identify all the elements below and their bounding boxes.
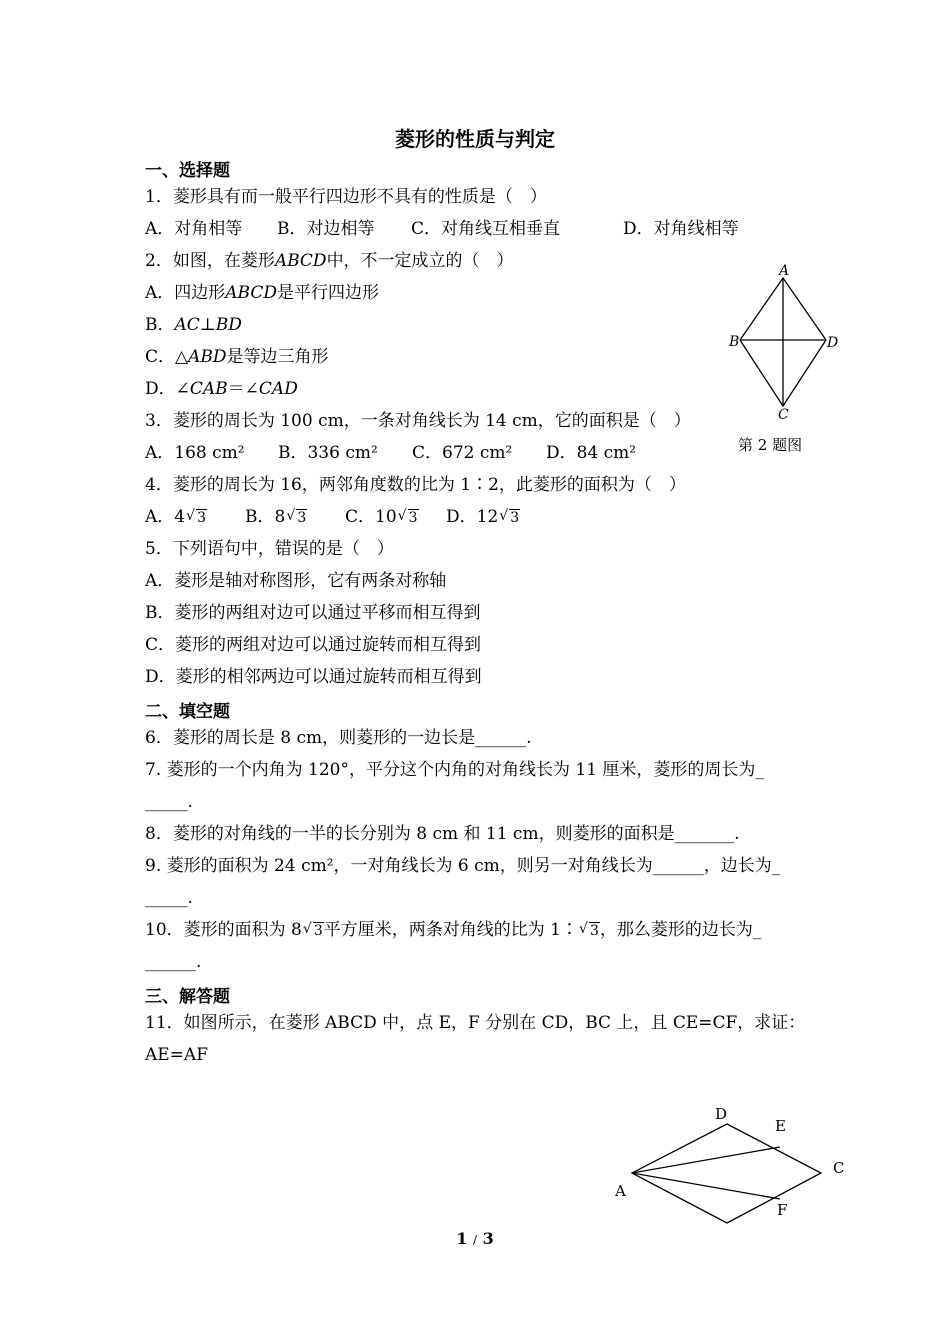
q1-option-d: D．对角线相等 [623,219,739,239]
q4-d-radicand: 3 [510,510,520,526]
q11-label-e: E [775,1117,786,1135]
q10-line1 [145,919,761,942]
q6: 6．菱形的周长是 8 cm，则菱形的一边长是______. [145,728,532,748]
q4-d-sqrt [500,506,520,529]
q2-stem-pre: 2．如图，在菱形 [145,251,275,271]
q1-option-c: C．对角线互相垂直 [411,219,561,239]
q9-line1: 9. 菱形的面积为 24 cm²，一对角线长为 6 cm，则另一对角线长为______，边长为_ [145,856,781,876]
q4-b-sqrt [287,506,307,529]
q2-a-var: ABCD [225,283,278,303]
q2-b-var2: BD [215,315,242,335]
q11-line1: 11．如图所示，在菱形 ABCD 中，点 E，F 分别在 CD，BC 上，且 CE=CF，求证： [145,1013,806,1033]
q2-option-a [145,282,379,304]
q1-option-a: A．对角相等 [145,219,243,239]
q2-stem-var: ABCD [274,251,327,271]
q5-option-a: A．菱形是轴对称图形，它有两条对称轴 [145,571,447,591]
q4-a-text: A．4 [145,507,186,527]
q2-label-a: A [779,263,790,279]
q2-b-pre: B． [145,315,175,335]
q2-option-d [145,378,298,400]
page-current: 1 [456,1229,468,1248]
q10-mid: 平方厘米，两条对角线的比为 1∶ [323,920,579,940]
q4-option-a [145,506,245,529]
q2-rhombus-figure [725,258,845,428]
q4-a-radicand: 3 [197,510,207,526]
q3-options [145,442,636,464]
q2-label-c: C [778,407,789,423]
q2-b-op: ⊥ [199,315,216,335]
q3-option-a: A．168 cm² [145,443,245,463]
q11-label-c: C [833,1159,845,1177]
q2-c-pre: C．△ [145,347,189,367]
q2-b-var1: AC [174,315,200,335]
q11-label-f: F [777,1201,788,1219]
q10-radicand-1: 3 [313,923,323,939]
q10-radicand-2: 3 [590,923,599,939]
q1-stem: 1．菱形具有而一般平行四边形不具有的性质是（ ） [145,187,547,207]
q10-sqrt-1 [304,919,324,942]
q2-c-post: 是等边三角形 [226,347,329,367]
section-heading-choice: 一、选择题 [145,161,230,181]
q11-segment-af [632,1173,780,1199]
page-title: 菱形的性质与判定 [395,127,555,151]
q7-line2: _____. [145,792,193,812]
q1-options [145,218,739,240]
page-total: 3 [482,1229,494,1248]
q5-option-c: C．菱形的两组对边可以通过旋转而相互得到 [145,635,482,655]
page-separator: / [472,1233,478,1247]
q4-stem: 4．菱形的周长为 16，两邻角度数的比为 1∶2，此菱形的面积为（ ） [145,475,686,495]
q10-post: ，那么菱形的边长为_ [599,920,762,940]
q4-b-radicand: 3 [297,510,307,526]
q2-label-d: D [827,335,839,351]
q4-b-text: B．8 [245,507,286,527]
q5-option-d: D．菱形的相邻两边可以通过旋转而相互得到 [145,667,482,687]
q8: 8．菱形的对角线的一半的长分别为 8 cm 和 11 cm，则菱形的面积是_______. [145,824,740,844]
q2-d-var2: CAD [258,379,298,399]
q4-option-b [245,506,345,529]
section-heading-fill: 二、填空题 [145,702,230,722]
q4-d-text: D．12 [446,507,499,527]
q2-stem [145,250,514,272]
q2-d-pre: D．∠ [145,379,190,399]
q2-a-pre: A．四边形 [145,283,226,303]
q2-d-var1: CAB [189,379,228,399]
q2-label-b: B [729,334,740,350]
q11-label-a: A [615,1182,626,1200]
q7-line1: 7. 菱形的一个内角为 120°，平分这个内角的对角线长为 11 厘米，菱形的周长为_ [145,760,764,780]
q3-option-b: B．336 cm² [278,443,378,463]
q9-line2: _____. [145,888,193,908]
q3-option-d: D．84 cm² [546,443,637,463]
q4-option-c [345,506,446,529]
page-number [0,1229,950,1248]
q2-figure-caption: 第 2 题图 [738,436,803,454]
q4-c-sqrt [399,506,419,529]
q2-c-var: ABD [188,347,227,367]
q4-c-radicand: 3 [408,510,418,526]
q11-rhombus-outline [632,1124,821,1223]
q3-option-c: C．672 cm² [412,443,513,463]
q3-stem: 3．菱形的周长为 100 cm，一条对角线长为 14 cm，它的面积是（ ） [145,411,691,431]
section-heading-solve: 三、解答题 [145,987,230,1007]
q10-sqrt-2 [580,919,600,942]
q2-d-op: ＝∠ [227,379,259,399]
q10-pre: 10．菱形的面积为 8 [145,920,302,940]
q5-option-b: B．菱形的两组对边可以通过平移而相互得到 [145,603,481,623]
q2-a-post: 是平行四边形 [277,283,380,303]
q11-rhombus-figure [605,1098,855,1228]
q2-option-b [145,314,242,336]
q5-stem: 5．下列语句中，错误的是（ ） [145,539,394,559]
q1-option-b: B．对边相等 [277,219,375,239]
q2-stem-post: 中，不一定成立的（ ） [326,251,514,271]
q11-label-d: D [715,1105,728,1123]
q4-options [145,506,520,529]
q11-segment-ae [632,1147,780,1173]
q11-line2: AE=AF [145,1045,209,1065]
q4-a-sqrt [187,506,207,529]
q2-option-c [145,346,329,368]
q10-line2: ______. [145,952,202,972]
q4-option-d [446,506,520,529]
q4-c-text: C．10 [345,507,397,527]
